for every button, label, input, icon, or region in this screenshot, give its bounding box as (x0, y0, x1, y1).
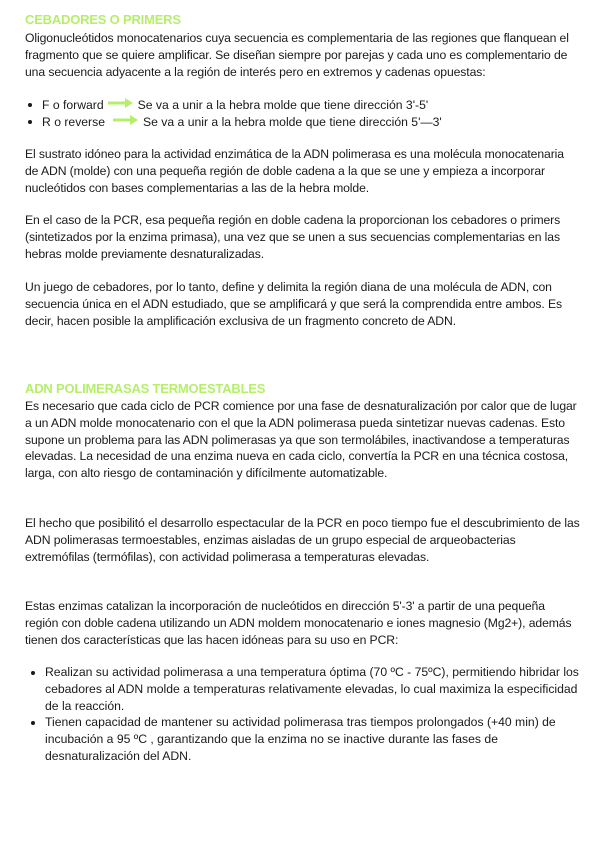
primers-paragraph-3: Un juego de cebadores, por lo tanto, define y delimita la región diana de una molécula de ADN, con secuencia única en el ADN estudiado, que se amplificará y que será la comprendida entre ambos. Es decir, hacen posible la amplificación exclusiva de un fragmento concreto de ADN. (25, 280, 563, 328)
list-item-text: Tienen capacidad de mantener su actividad polimerasa tras tiempos prolongados (+40 min) de incubación a 95 ºC , garantizando que la enzima no se inactive durante las fases de desnaturalización del ADN. (45, 715, 556, 763)
polimerasas-bullet-list (25, 664, 580, 765)
bullet-dot-icon (31, 721, 35, 725)
bullet-dot-icon (28, 120, 32, 124)
primers-paragraph-2: En el caso de la PCR, esa pequeña región en doble cadena la proporcionan los cebadores o primers (sintetizados por la enzima primasa), una vez que se unen a sus secuencias complementarias en las hebras molde previamente desnaturalizadas. (25, 213, 561, 261)
bullet-reverse (28, 114, 442, 130)
primers-intro-paragraph: Oligonucleótidos monocatenarios cuya secuencia es complementaria de las regiones que flanquean el fragmento que se quiere amplificar. Se diseñan siempre por parejas y cada uno es complementario de una secuencia adyacente a la región de interés pero en extremos y cadenas opuestas: (25, 31, 569, 79)
list-item-text: Realizan su actividad polimerasa a una temperatura óptima (70 ºC - 75ºC), permitiendo hibridar los cebadores al ADN molde a temperaturas relativamente elevadas, lo cual maximiza la especificidad de la reacción. (45, 665, 579, 713)
arrow-right-icon (113, 114, 139, 130)
polimerasas-paragraph-1: Es necesario que cada ciclo de PCR comience por una fase de desnaturalización por calor que de lugar a un ADN molde monocatenario con el que la ADN polimerasa pueda sintetizar nuevas cadenas. Esto supone un problema para las ADN polimerasas ya que son termolábiles, inactivandose a temperaturas elevadas. La necesidad de una enzima nueva en cada ciclo, convertía la PCR en una técnica costosa, larga, con alto riesgo de contaminación y difícilmente automatizable. (25, 399, 577, 481)
section-title-primers: CEBADORES O PRIMERS (25, 12, 181, 27)
primers-paragraph-1: El sustrato idóneo para la actividad enzimática de la ADN polimerasa es una molécula monocatenaria de ADN (molde) con una pequeña región de doble cadena a la que se une y empieza a incorporar nucleótidos con bases complementarias a las de la hebra molde. (25, 147, 564, 195)
bullet-reverse-desc: Se va a unir a la hebra molde que tiene dirección 5'—3' (143, 115, 442, 129)
polimerasas-paragraph-3: Estas enzimas catalizan la incorporación de nucleótidos en dirección 5'-3' a partir de una pequeña región con doble cadena utilizando un ADN moldem monocatenario e iones magnesio (Mg2+), además tienen dos características que las hacen idóneas para su uso en PCR: (25, 599, 572, 647)
list-item (25, 664, 580, 714)
bullet-dot-icon (28, 103, 32, 107)
arrow-right-icon (108, 97, 134, 113)
polimerasas-paragraph-2: El hecho que posibilitó el desarrollo espectacular de la PCR en poco tiempo fue el descubrimiento de las ADN polimerasas termoestables, enzimas aisladas de un grupo especial de arqueobacterias extremófilas (termófilas), con actividad polimerasa a temperaturas elevadas. (25, 516, 580, 564)
list-item (25, 714, 580, 764)
bullet-forward-term: F o forward (42, 98, 104, 112)
bullet-forward-desc: Se va a unir a la hebra molde que tiene dirección 3'-5' (137, 98, 429, 112)
bullet-reverse-term: R o reverse (42, 115, 105, 129)
section-title-polimerasas: ADN POLIMERASAS TERMOESTABLES (25, 381, 266, 396)
bullet-dot-icon (31, 671, 35, 675)
bullet-forward (28, 97, 428, 113)
